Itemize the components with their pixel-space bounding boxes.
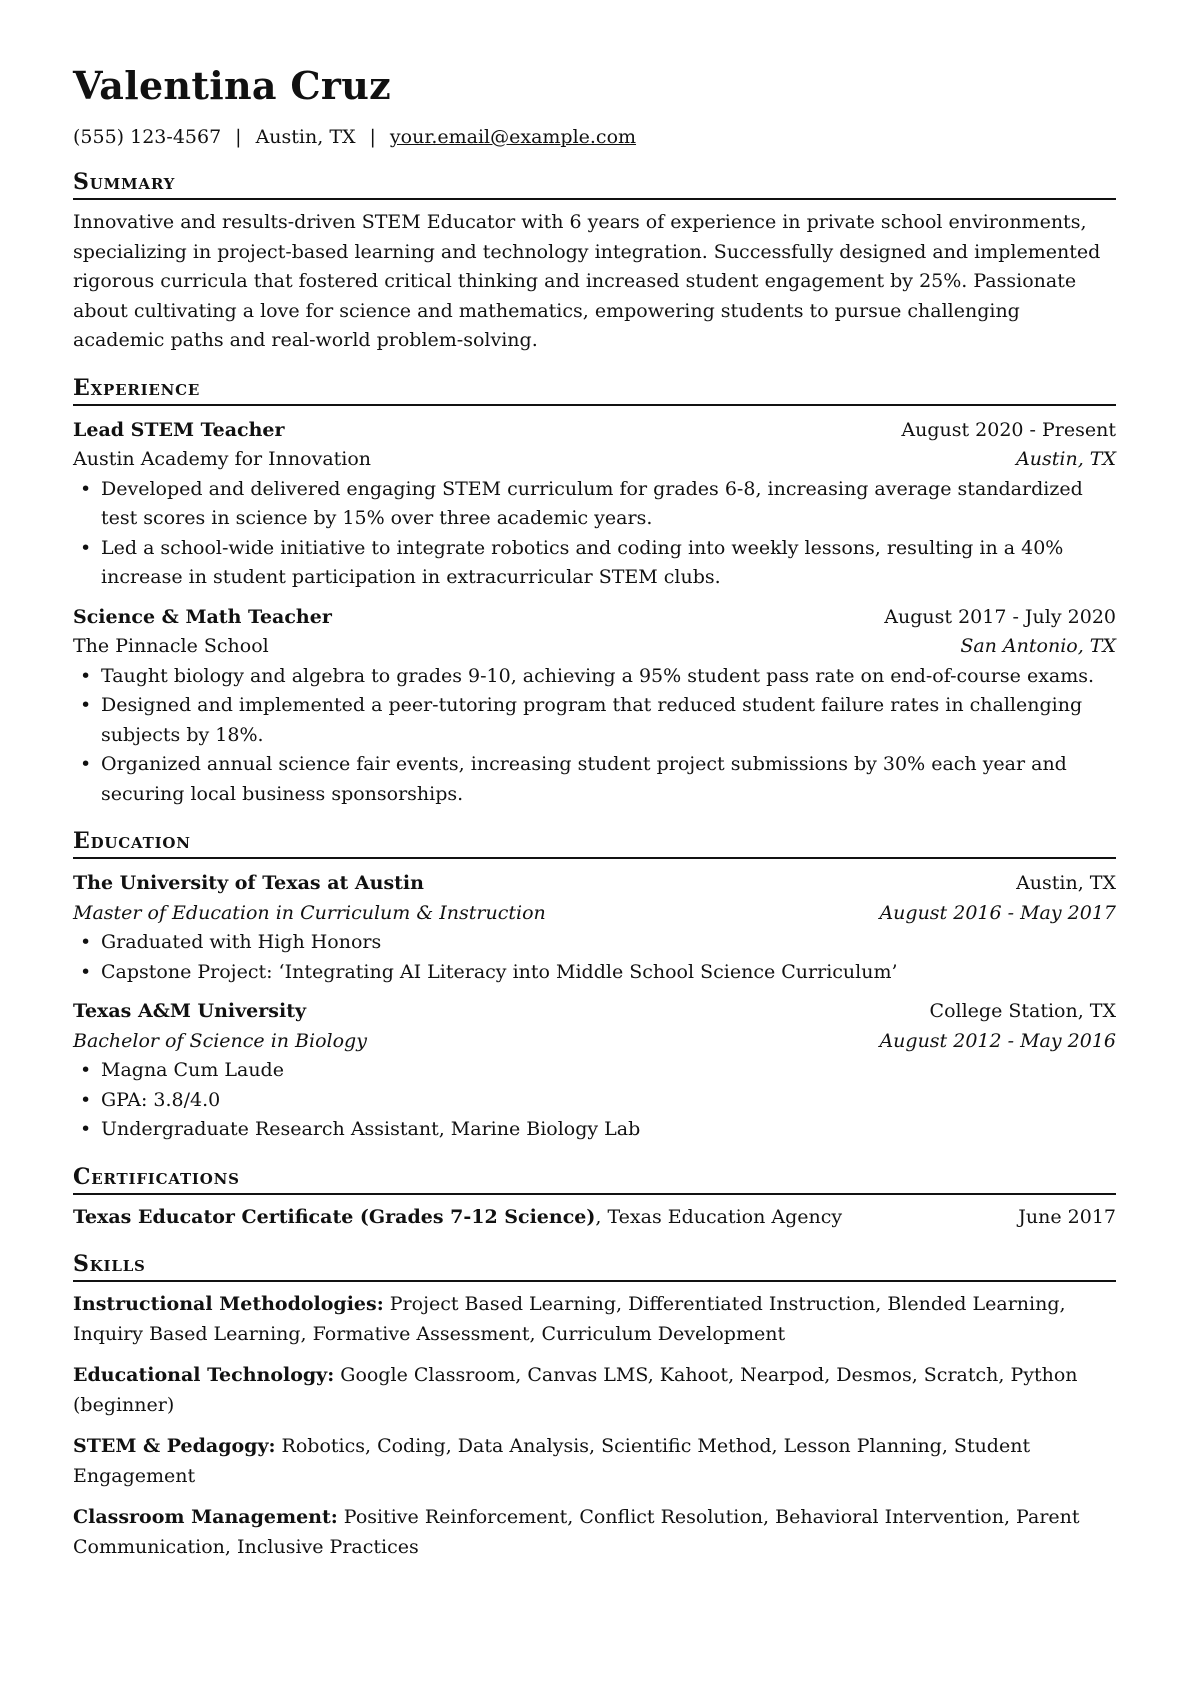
- skill-group: [73, 1503, 1116, 1562]
- summary-text: Innovative and results-driven STEM Educator with 6 years of experience in private school environments, specializing in project-based learning and technology integration. Successfully designed and implemented rigorous curricula that fostered critical thinking and increased student engagement by 25%. Passionate about cultivating a love for science and mathematics, empowering students to pursue challenging academic paths and real-world problem-solving.: [73, 211, 1101, 351]
- employer: The Pinnacle School: [73, 635, 269, 657]
- contact-line: [73, 124, 1116, 150]
- bullet-item: • Led a school-wide initiative to integrate robotics and coding into weekly lessons, resulting in a 40% increase in student participation in extracurricular STEM clubs.: [73, 534, 1116, 593]
- location: Austin, TX: [255, 126, 356, 148]
- employer: Austin Academy for Innovation: [73, 448, 372, 470]
- job-title: Science & Math Teacher: [73, 605, 332, 628]
- bullet-item: • Capstone Project: ‘Integrating AI Literacy into Middle School Science Curriculum’: [73, 958, 1116, 988]
- education-entry: [73, 869, 1116, 987]
- skill-text: Google Classroom, Canvas LMS, Kahoot, Nearpod, Desmos, Scratch, Python (beginner): [73, 1364, 1078, 1416]
- education-section: [73, 827, 1116, 1145]
- bullet-item: • Magna Cum Laude: [73, 1056, 1116, 1086]
- school-location: College Station, TX: [929, 1000, 1116, 1022]
- education-bullets: [73, 1056, 1116, 1145]
- job-location: San Antonio, TX: [960, 635, 1116, 657]
- education-dates: August 2016 - May 2017: [879, 901, 1116, 924]
- job-dates: August 2020 - Present: [901, 418, 1116, 441]
- section-title-skills: Skills: [73, 1250, 1116, 1282]
- job-bullets: [73, 475, 1116, 593]
- section-title-summary: Summary: [73, 168, 1116, 200]
- skill-text: Robotics, Coding, Data Analysis, Scientific Method, Lesson Planning, Student Engagement: [73, 1435, 1031, 1487]
- email-link[interactable]: your.email@example.com: [389, 126, 637, 148]
- bullet-item: • Developed and delivered engaging STEM curriculum for grades 6-8, increasing average standardized test scores in science by 15% over three academic years.: [73, 475, 1116, 534]
- bullet-item: • Graduated with High Honors: [73, 928, 1116, 958]
- job-entry: [73, 603, 1116, 810]
- education-entry: [73, 997, 1116, 1145]
- job-title: Lead STEM Teacher: [73, 418, 285, 441]
- section-title-certifications: Certifications: [73, 1163, 1116, 1195]
- skill-label: Educational Technology:: [73, 1364, 335, 1386]
- certification-issuer: , Texas Education Agency: [595, 1205, 843, 1228]
- bullet-item: • Undergraduate Research Assistant, Marine Biology Lab: [73, 1115, 1116, 1145]
- degree: Bachelor of Science in Biology: [73, 1029, 367, 1052]
- bullet-item: • Designed and implemented a peer-tutoring program that reduced student failure rates in challenging subjects by 18%.: [73, 691, 1116, 750]
- section-title-education: Education: [73, 827, 1116, 859]
- job-dates: August 2017 - July 2020: [884, 605, 1116, 628]
- certification-date: June 2017: [1018, 1205, 1116, 1228]
- skill-group: [73, 1290, 1116, 1349]
- summary-section: [73, 168, 1116, 356]
- job-bullets: [73, 662, 1116, 810]
- job-entry: [73, 416, 1116, 593]
- skill-label: STEM & Pedagogy:: [73, 1435, 276, 1457]
- certifications-section: [73, 1163, 1116, 1233]
- bullet-item: • Taught biology and algebra to grades 9-10, achieving a 95% student pass rate on end-of-course exams.: [73, 662, 1116, 692]
- school-name: Texas A&M University: [73, 1000, 307, 1022]
- skills-section: [73, 1250, 1116, 1562]
- bullet-item: • Organized annual science fair events, increasing student project submissions by 30% each year and securing local business sponsorships.: [73, 750, 1116, 809]
- contact-separator: |: [369, 126, 376, 148]
- section-title-experience: Experience: [73, 374, 1116, 406]
- candidate-name: Valentina Cruz: [73, 63, 391, 108]
- skill-group: [73, 1361, 1116, 1420]
- education-bullets: [73, 928, 1116, 987]
- phone-number: (555) 123-4567: [73, 126, 222, 148]
- contact-separator: |: [235, 126, 242, 148]
- certification-entry: [73, 1203, 1116, 1233]
- skill-text: Project Based Learning, Differentiated Instruction, Blended Learning, Inquiry Based Learning, Formative Assessment, Curriculum Development: [73, 1293, 1066, 1345]
- skill-label: Instructional Methodologies:: [73, 1293, 384, 1315]
- skill-group: [73, 1432, 1116, 1491]
- education-dates: August 2012 - May 2016: [879, 1029, 1116, 1052]
- school-location: Austin, TX: [1016, 872, 1116, 894]
- certification-name: Texas Educator Certificate (Grades 7-12 Science): [73, 1205, 596, 1228]
- skill-text: Positive Reinforcement, Conflict Resolution, Behavioral Intervention, Parent Communication, Inclusive Practices: [73, 1506, 1080, 1558]
- degree: Master of Education in Curriculum & Instruction: [73, 901, 546, 924]
- school-name: The University of Texas at Austin: [73, 872, 424, 894]
- job-location: Austin, TX: [1016, 448, 1116, 470]
- skill-label: Classroom Management:: [73, 1506, 338, 1528]
- bullet-item: • GPA: 3.8/4.0: [73, 1086, 1116, 1116]
- experience-section: [73, 374, 1116, 810]
